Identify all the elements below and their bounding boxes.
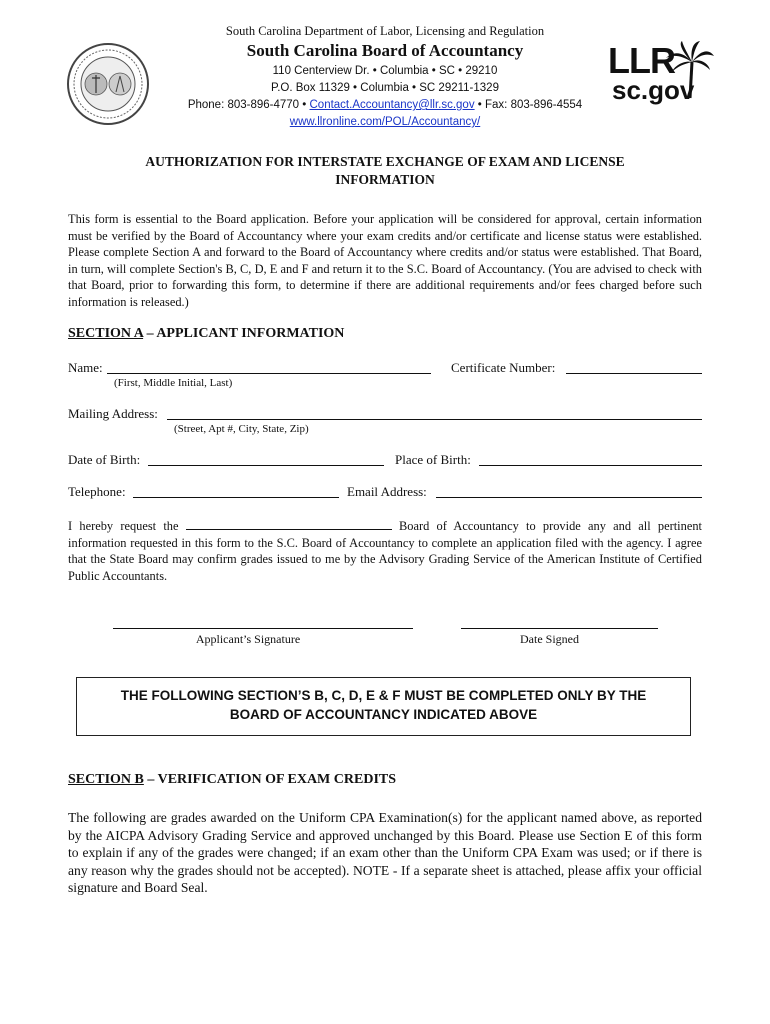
email-link[interactable]: Contact.Accountancy@llr.sc.gov — [309, 99, 475, 111]
seal-icon — [66, 42, 150, 126]
section-b-title: – VERIFICATION OF EXAM CREDITS — [143, 772, 397, 787]
form-title-line2: INFORMATION — [335, 172, 435, 187]
board-name: South Carolina Board of Accountancy — [246, 41, 524, 60]
po-box-address: P.O. Box 11329 • Columbia • SC 29211-1329 — [271, 82, 499, 94]
notice-box — [76, 677, 691, 736]
llr-logo — [608, 40, 716, 108]
request-suffix: Board of Accountancy to provide any and all pertinent — [399, 519, 702, 533]
section-a-label: SECTION A — [68, 326, 144, 341]
website-line — [160, 116, 610, 128]
section-b-paragraph: The following are grades awarded on the Uniform CPA Examination(s) for the applicant named above, as reported by the AICPA Advisory Grading Service and approved unchanged by this Board. Please use Section E of this form to explain if any of the grades were changed; if an exam other than the Uniform CPA Exam was used; or if there is any reason why the grades should not be accepted). NOTE - If a separate sheet is attached, please affix your official signature and Board Seal. — [68, 810, 702, 896]
date-of-birth-field[interactable] — [148, 465, 384, 466]
applicant-signature-field[interactable] — [113, 628, 413, 629]
scgov-logo-text: sc.gov — [612, 75, 695, 105]
requested-board-field[interactable] — [186, 517, 392, 530]
name-field[interactable] — [107, 373, 431, 374]
email-address-label: Email Address: — [347, 484, 427, 499]
date-signed-field[interactable] — [461, 628, 658, 629]
form-title — [60, 153, 710, 189]
contact-line — [150, 99, 620, 111]
mailing-address-field[interactable] — [167, 419, 702, 420]
telephone-label: Telephone: — [68, 484, 126, 499]
mailing-address-hint: (Street, Apt #, City, State, Zip) — [174, 423, 309, 435]
section-a-title: – APPLICANT INFORMATION — [143, 326, 345, 341]
date-signed-label: Date Signed — [520, 632, 579, 646]
certificate-number-field[interactable] — [566, 373, 702, 374]
mailing-address-label: Mailing Address: — [68, 406, 158, 421]
notice-line1: THE FOLLOWING SECTION’S B, C, D, E & F MUST BE COMPLETED ONLY BY THE — [120, 688, 647, 703]
name-hint: (First, Middle Initial, Last) — [114, 377, 233, 389]
name-label: Name: — [68, 360, 103, 375]
place-of-birth-field[interactable] — [479, 465, 702, 466]
email-address-field[interactable] — [436, 497, 702, 498]
request-rest: information requested in this form to the S.C. Board of Accountancy to complete an application filed with the agency. I agree that the State Board may confirm grades issued to me by the Advisory Grading Service of the American Institute of Certified Public Accountants. — [68, 535, 702, 583]
section-b-heading — [68, 772, 396, 788]
llr-logo-text: LLR — [608, 40, 675, 81]
section-a-heading — [68, 326, 344, 342]
telephone-field[interactable] — [133, 497, 339, 498]
request-prefix: I hereby request the — [68, 519, 179, 533]
department-name: South Carolina Department of Labor, Licensing and Regulation — [225, 24, 545, 38]
fax-text: • Fax: 803-896-4554 — [474, 99, 583, 111]
certificate-number-label: Certificate Number: — [451, 360, 556, 375]
applicant-signature-label: Applicant’s Signature — [195, 632, 301, 646]
notice-line2: BOARD OF ACCOUNTANCY INDICATED ABOVE — [229, 707, 538, 722]
section-b-label: SECTION B — [68, 772, 144, 787]
intro-paragraph: This form is essential to the Board application. Before your application will be considered for approval, certain information must be verified by the Board of Accountancy where your exam credits and/or certificate and license status were established. Please complete Section A and forward to the Board of Accountancy where credits and/or status were established. That Board, in turn, will complete Section's B, C, D, E and F and return it to the S.C. Board of Accountancy. (You are advised to check with that Board, prior to forwarding this form, to determine if there are additional requirements and/or fees charged before such information is released.) — [68, 212, 702, 309]
date-of-birth-label: Date of Birth: — [68, 452, 141, 467]
phone-text: Phone: 803-896-4770 • — [187, 99, 310, 111]
place-of-birth-label: Place of Birth: — [395, 452, 471, 467]
request-paragraph — [68, 517, 702, 584]
state-seal — [66, 42, 150, 126]
form-title-line1: AUTHORIZATION FOR INTERSTATE EXCHANGE OF EXAM AND LICENSE — [145, 154, 625, 169]
street-address: 110 Centerview Dr. • Columbia • SC • 29210 — [272, 65, 498, 77]
website-link[interactable]: www.llronline.com/POL/Accountancy/ — [289, 116, 481, 128]
